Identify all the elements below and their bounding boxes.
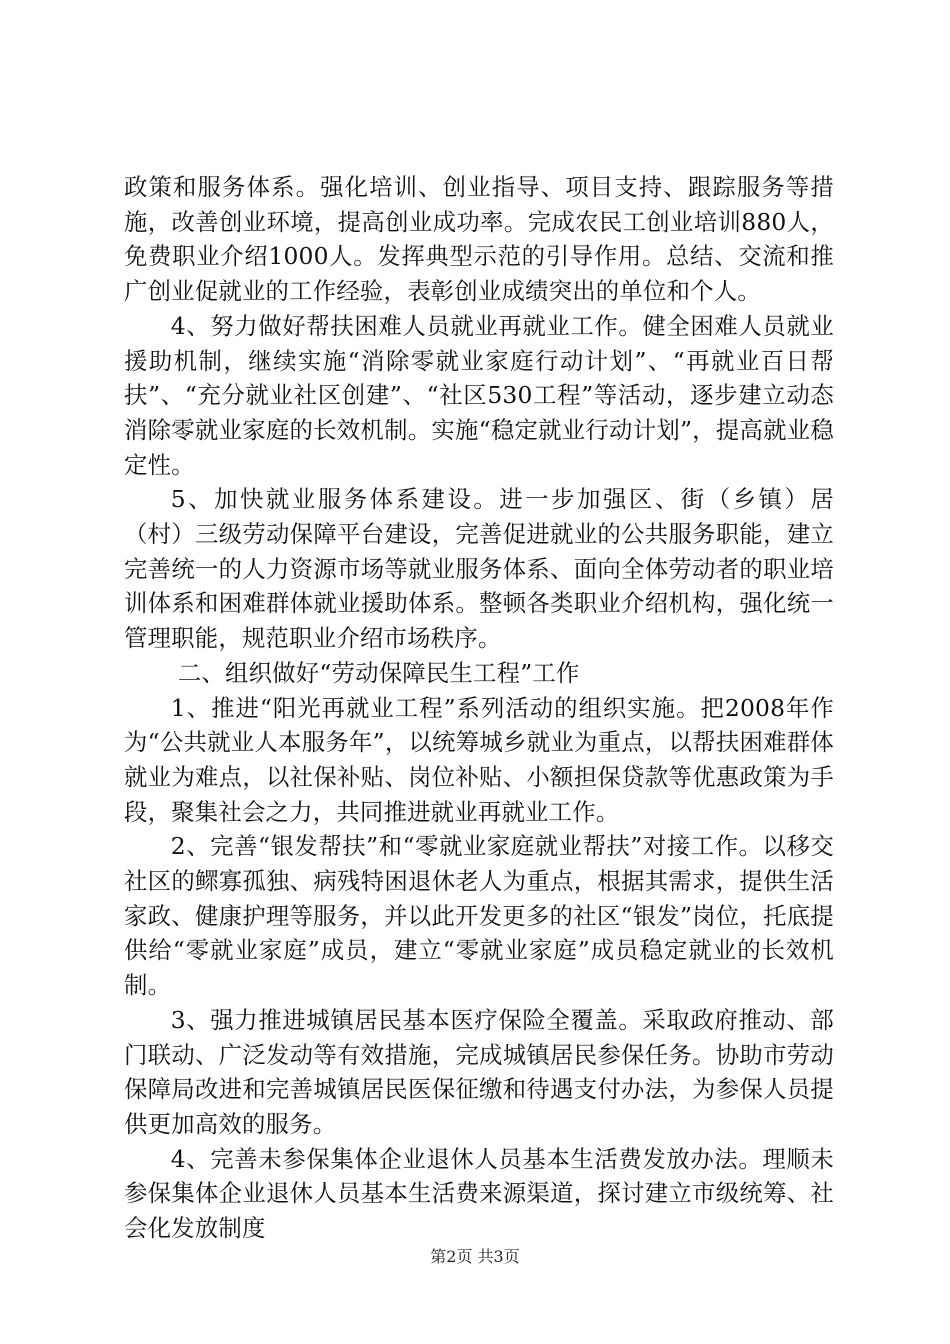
paragraph-item-3-medical-insurance: 3、强力推进城镇居民基本医疗保险全覆盖。采取政府推动、部门联动、广泛发动等有效措施，完成城镇居民参保任务。协助市劳动保障局改进和完善城镇居民医保征缴和待遇支付办法，为参保人员提供更加高效的服务。 [124,1005,834,1138]
paragraph-entrepreneurship-policy: 政策和服务体系。强化培训、创业指导、项目支持、跟踪服务等措施，改善创业环境，提高创业成功率。完成农民工创业培训880人，免费职业介绍1000人。发挥典型示范的引导作用。总结、交流和推广创业促就业的工作经验，表彰创业成绩突出的单位和个人。 [124,173,834,306]
paragraph-item-4-assistance: 4、努力做好帮扶困难人员就业再就业工作。健全困难人员就业援助机制，继续实施“消除零就业家庭行动计划”、“再就业百日帮扶”、“充分就业社区创建”、“社区530工程”等活动，逐步建立动态消除零就业家庭的长效机制。实施“稳定就业行动计划”，提高就业稳定性。 [124,311,834,479]
section-heading-livelihood-project: 二、组织做好“劳动保障民生工程”工作 [177,658,580,687]
paragraph-item-4-retiree-allowance: 4、完善未参保集体企业退休人员基本生活费发放办法。理顺未参保集体企业退休人员基本生活费来源渠道，探讨建立市级统筹、社会化发放制度 [124,1144,834,1243]
paragraph-item-1-sunshine-reemployment: 1、推进“阳光再就业工程”系列活动的组织实施。把2008年作为“公共就业人本服务年”，以统筹城乡就业为重点，以帮扶困难群体就业为难点，以社保补贴、岗位补贴、小额担保贷款等优惠政策为手段，聚集社会之力，共同推进就业再就业工作。 [124,693,834,826]
paragraph-item-5-service-system: 5、加快就业服务体系建设。进一步加强区、街（乡镇）居（村）三级劳动保障平台建设，完善促进就业的公共服务职能，建立完善统一的人力资源市场等就业服务体系、面向全体劳动者的职业培训体系和困难群体就业援助体系。整顿各类职业介绍机构，强化统一管理职能，规范职业介绍市场秩序。 [124,485,834,653]
page-number-footer: 第2页 共3页 [430,1247,520,1266]
document-body [124,170,834,1246]
paragraph-item-2-silver-assistance: 2、完善“银发帮扶”和“零就业家庭就业帮扶”对接工作。以移交社区的鳏寡孤独、病残特困退休老人为重点，根据其需求，提供生活家政、健康护理等服务，并以此开发更多的社区“银发”岗位，托底提供给“零就业家庭”成员，建立“零就业家庭”成员稳定就业的长效机制。 [124,832,834,1000]
